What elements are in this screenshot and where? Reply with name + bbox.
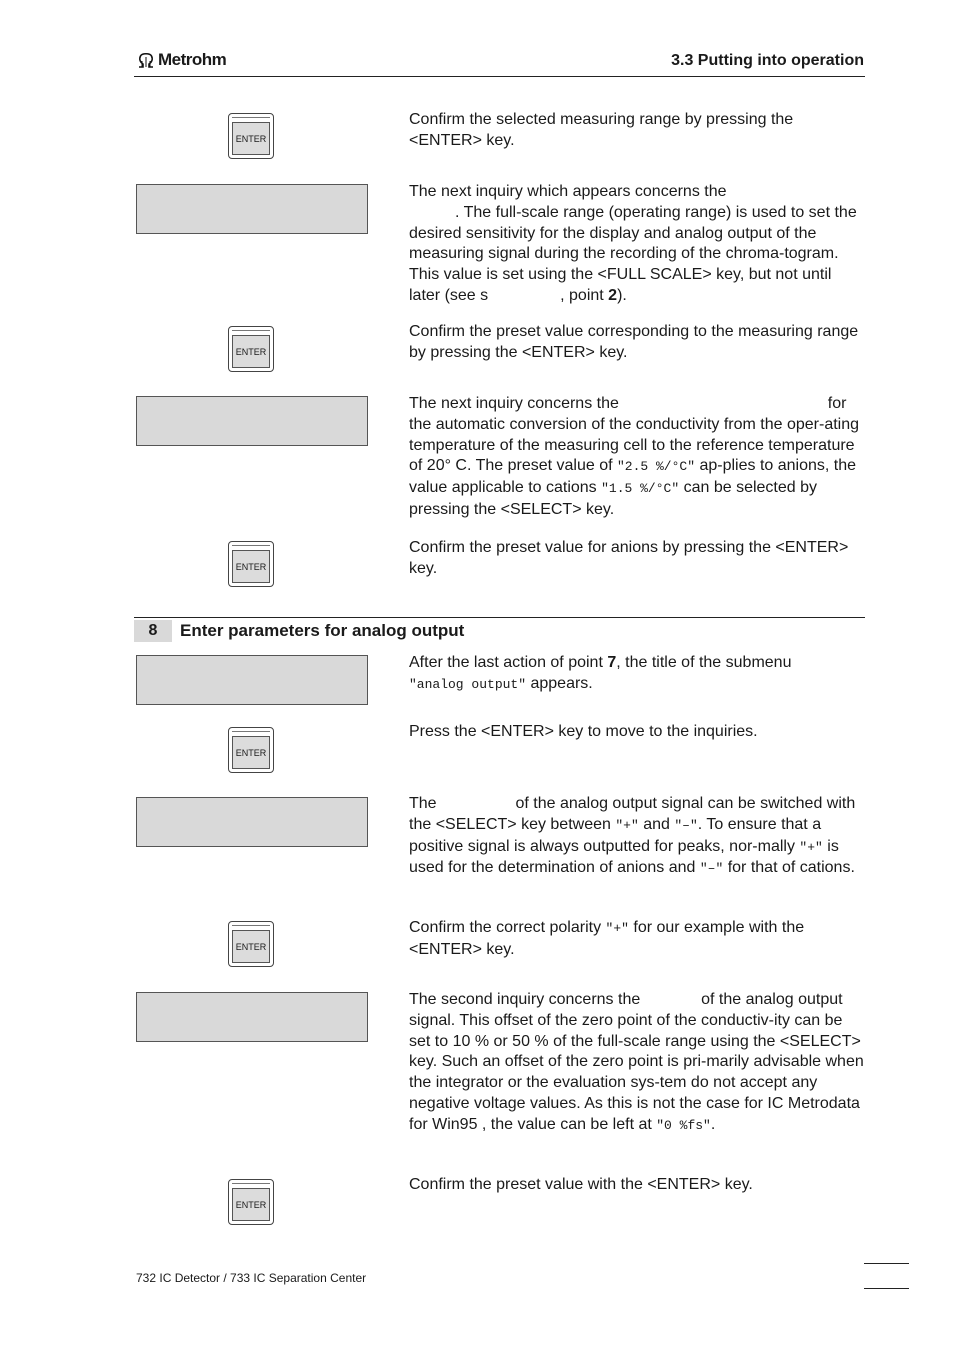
display-polarity bbox=[136, 797, 368, 847]
paragraph-analog-submenu: After the last action of point 7, the title of the submenu "analog output" appears. bbox=[409, 654, 792, 692]
footer-rule-bottom bbox=[864, 1288, 909, 1289]
metrohm-logo bbox=[136, 50, 226, 70]
step-number: 8 bbox=[134, 620, 172, 642]
paragraph-polarity: The of the analog output signal can be switched with the <SELECT> key between "+" and "–". To ensure that a positive signal is always outputted for peaks, nor-mally "+" is used for the determination of anions and "–" for that of cations. bbox=[409, 795, 856, 877]
display-offset bbox=[136, 992, 368, 1042]
enter-key-icon: ENTER bbox=[228, 921, 274, 967]
header-rule bbox=[134, 76, 865, 77]
paragraph-confirm-polarity: Confirm the correct polarity "+" for our example with the <ENTER> key. bbox=[409, 919, 805, 958]
enter-key-icon: ENTER bbox=[228, 1179, 274, 1225]
paragraph-enter-inquiries: Press the <ENTER> key to move to the inquiries. bbox=[409, 723, 758, 740]
footer-text: 732 IC Detector / 733 IC Separation Center bbox=[136, 1271, 367, 1285]
display-analog-output bbox=[136, 655, 368, 705]
paragraph-offset: The second inquiry concerns the of the analog output signal. This offset of the zero point of the conductiv-ity can be set to 10 % or 50 % of the full-scale range using the <SELECT> key. Such an offset of the zero point is pri-marily advisable when the integrator or the evaluation sys-tem do not accept any negative voltage values. As this is not the case for IC Metrodata for Win95 , the value can be left at "0 %fs". bbox=[409, 991, 864, 1133]
paragraph-full-scale: The next inquiry which appears concerns the . The full-scale range (operating range) is used to set the desired sensitivity for the display and analog output of the measuring signal during the recording of the chroma-togram. This value is set using the <FULL SCALE> key, but not until later (see s , point 2). bbox=[409, 183, 857, 304]
step-rule bbox=[134, 617, 865, 618]
step-title: Enter parameters for analog output bbox=[180, 621, 465, 640]
enter-key-icon: ENTER bbox=[228, 727, 274, 773]
paragraph-confirm-range: Confirm the selected measuring range by pressing the <ENTER> key. bbox=[409, 111, 794, 149]
paragraph-confirm-anions: Confirm the preset value for anions by pressing the <ENTER> key. bbox=[409, 539, 849, 577]
enter-key-icon: ENTER bbox=[228, 326, 274, 372]
display-full-scale bbox=[136, 184, 368, 234]
enter-key-icon: ENTER bbox=[228, 541, 274, 587]
section-title: 3.3 Putting into operation bbox=[671, 52, 864, 69]
display-temp-coefficient bbox=[136, 396, 368, 446]
enter-key-icon: ENTER bbox=[228, 113, 274, 159]
metrohm-omega-icon bbox=[136, 51, 156, 69]
paragraph-confirm-preset: Confirm the preset value corresponding to the measuring range by pressing the <ENTER> key. bbox=[409, 323, 859, 361]
logo-text: Metrohm bbox=[158, 50, 227, 69]
footer-rule-top bbox=[864, 1263, 909, 1264]
paragraph-temp-coefficient: The next inquiry concerns the for the automatic conversion of the conductivity from the oper-ating temperature of the measuring cell to the reference temperature of 20° C. The preset value of "2.5 %/°C" ap-plies to anions, the value applicable to cations "1.5 %/°C" can be selected by pressing the <SELECT> key. bbox=[409, 395, 860, 518]
paragraph-confirm-final: Confirm the preset value with the <ENTER> key. bbox=[409, 1176, 753, 1193]
